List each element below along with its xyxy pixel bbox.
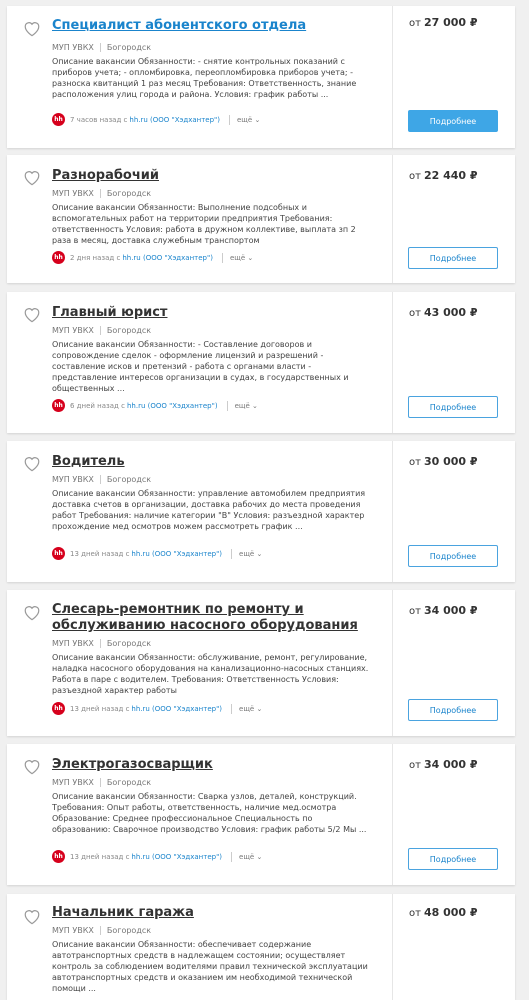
favorite-heart-icon[interactable] [23, 306, 41, 324]
salary: от 22 440 ₽ [409, 169, 478, 182]
divider [392, 894, 393, 1000]
posted-time: 13 дней назад с [70, 852, 130, 861]
city-name: Богородск [106, 189, 152, 198]
chevron-down-icon: ⌄ [256, 549, 263, 558]
hh-logo-icon: hh [52, 113, 65, 126]
chevron-down-icon: ⌄ [254, 115, 261, 124]
more-toggle[interactable]: ещё ⌄ [239, 852, 263, 861]
vacancy-card [7, 894, 515, 1000]
vacancy-source [52, 113, 260, 126]
source-link[interactable]: hh.ru (ООО "Хэдхантер") [131, 704, 223, 713]
salary: от 48 000 ₽ [409, 906, 478, 919]
salary: от 43 000 ₽ [409, 306, 478, 319]
hh-logo-icon: hh [52, 547, 65, 560]
details-button[interactable]: Подробнее [408, 247, 498, 269]
vacancy-title[interactable]: Электрогазосварщик [52, 757, 213, 772]
chevron-down-icon: ⌄ [252, 401, 258, 410]
salary: от 27 000 ₽ [409, 16, 478, 29]
vacancy-source [52, 702, 262, 715]
vacancy-meta [52, 639, 151, 648]
vacancy-description: Описание вакансии Обязанности: обеспечивает содержание автотранспортных средств в надлежащем состоянии; осуществляет контроль за соблюдением водителями правил технической эксплуатации автотранспортных средств и оказанием им необходимой технической помощи ... [52, 940, 368, 993]
vacancy-meta [52, 475, 151, 484]
employer-name: МУП УВКХ [52, 475, 94, 484]
city-name: Богородск [106, 778, 152, 787]
vacancy-description: Описание вакансии Обязанности: управление автомобилем предприятия доставка счетов в организации, доставка рабочих до места проведения работ Требования: наличие категории "В" Условия: разъездной характер прохождение мед осмотров можем рассмотреть график ... [52, 489, 366, 531]
details-button[interactable]: Подробнее [408, 545, 498, 567]
favorite-heart-icon[interactable] [23, 908, 41, 926]
vacancy-card [7, 590, 515, 736]
source-link[interactable]: hh.ru (ООО "Хэдхантер") [131, 549, 223, 558]
vacancy-card [7, 744, 515, 885]
more-toggle[interactable]: ещё ⌄ [239, 549, 263, 558]
more-toggle[interactable]: ещё ⌄ [234, 401, 258, 410]
favorite-heart-icon[interactable] [23, 455, 41, 473]
vacancy-meta [52, 926, 151, 935]
chevron-down-icon: ⌄ [256, 852, 263, 861]
vacancy-description: Описание вакансии Обязанности: - снятие контрольных показаний с приборов учета; - опломбировка, переопломбировка приборов учета; - разноска квитанций 1 раз месяц Требования: Ответственность, знание расположения улиц города и района. Условия: график работы ... [52, 57, 357, 99]
details-button[interactable]: Подробнее [408, 848, 498, 870]
divider [392, 155, 393, 283]
favorite-heart-icon[interactable] [23, 169, 41, 187]
hh-logo-icon: hh [52, 850, 65, 863]
details-button[interactable]: Подробнее [408, 110, 498, 132]
details-button[interactable]: Подробнее [408, 396, 498, 418]
source-link[interactable]: hh.ru (ООО "Хэдхантер") [126, 401, 218, 410]
vacancy-title[interactable]: Главный юрист [52, 305, 168, 320]
vacancy-title[interactable]: Начальник гаража [52, 905, 194, 920]
vacancy-title[interactable]: Слесарь-ремонтник по ремонту и обслуживанию насосного оборудования [52, 602, 358, 633]
divider [392, 292, 393, 433]
vacancy-card [7, 441, 515, 582]
vacancy-source [52, 251, 253, 264]
favorite-heart-icon[interactable] [23, 758, 41, 776]
salary: от 30 000 ₽ [409, 455, 478, 468]
source-link[interactable]: hh.ru (ООО "Хэдхантер") [129, 115, 220, 124]
city-name: Богородск [106, 326, 152, 335]
city-name: Богородск [106, 926, 152, 935]
favorite-heart-icon[interactable] [23, 20, 41, 38]
city-name: Богородск [106, 639, 152, 648]
divider [392, 441, 393, 582]
vacancy-title[interactable]: Водитель [52, 454, 125, 469]
chevron-down-icon: ⌄ [247, 253, 254, 262]
employer-name: МУП УВКХ [52, 639, 94, 648]
posted-time: 2 дня назад с [70, 253, 121, 262]
vacancy-description: Описание вакансии Обязанности: обслуживание, ремонт, регулирование, наладка насосного оборудования на канализационно-насосных станциях. Работа в паре с водителем. Требования: Ответственность Условия: разъездной характер работы [52, 653, 369, 695]
employer-name: МУП УВКХ [52, 926, 94, 935]
employer-name: МУП УВКХ [52, 778, 94, 787]
vacancy-source [52, 399, 258, 412]
divider [392, 590, 393, 736]
city-name: Богородск [106, 43, 152, 52]
vacancy-source [52, 850, 262, 863]
source-link[interactable]: hh.ru (ООО "Хэдхантер") [122, 253, 213, 262]
vacancy-meta [52, 778, 151, 787]
hh-logo-icon: hh [52, 399, 65, 412]
vacancy-meta [52, 189, 151, 198]
employer-name: МУП УВКХ [52, 326, 94, 335]
more-toggle[interactable]: ещё ⌄ [229, 253, 254, 262]
hh-logo-icon: hh [52, 702, 65, 715]
vacancy-meta [52, 43, 151, 52]
posted-time: 13 дней назад с [70, 704, 130, 713]
salary: от 34 000 ₽ [409, 758, 478, 771]
source-link[interactable]: hh.ru (ООО "Хэдхантер") [131, 852, 223, 861]
chevron-down-icon: ⌄ [256, 704, 263, 713]
vacancy-card [7, 292, 515, 433]
details-button[interactable]: Подробнее [408, 699, 498, 721]
posted-time: 13 дней назад с [70, 549, 130, 558]
posted-time: 7 часов назад с [70, 115, 128, 124]
vacancy-description: Описание вакансии Обязанности: - Составление договоров и сопровождение сделок - оформление лицензий и разрешений - составление исков и претензий - работа с органами власти - представление интересов организации в судах, в государственных и общественных ... [52, 340, 349, 393]
more-toggle[interactable]: ещё ⌄ [237, 115, 261, 124]
vacancy-description: Описание вакансии Обязанности: Выполнение подсобных и вспомогательных работ на территории предприятия Требования: ответственность Условия: работа в дружном коллективе, выплата зп 2 раза в месяц, доставка служебным транспортом [52, 203, 356, 245]
hh-logo-icon: hh [52, 251, 65, 264]
vacancy-source [52, 547, 262, 560]
vacancy-meta [52, 326, 151, 335]
employer-name: МУП УВКХ [52, 43, 94, 52]
vacancy-card [7, 155, 515, 283]
posted-time: 6 дней назад с [70, 401, 125, 410]
vacancy-card [7, 6, 515, 148]
vacancy-description: Описание вакансии Обязанности: Сварка узлов, деталей, конструкций. Требования: Опыт работы, ответственность, наличие мед.осмотра Образование: Среднее профессиональное Специальность по образованию: Сварочное производство Условия: график работы 5/2 Мы ... [52, 792, 367, 834]
more-toggle[interactable]: ещё ⌄ [239, 704, 263, 713]
vacancy-title[interactable]: Специалист абонентского отдела [52, 18, 307, 33]
divider [392, 6, 393, 148]
divider [392, 744, 393, 885]
city-name: Богородск [106, 475, 152, 484]
employer-name: МУП УВКХ [52, 189, 94, 198]
favorite-heart-icon[interactable] [23, 604, 41, 622]
salary: от 34 000 ₽ [409, 604, 478, 617]
vacancy-title[interactable]: Разнорабочий [52, 168, 159, 183]
